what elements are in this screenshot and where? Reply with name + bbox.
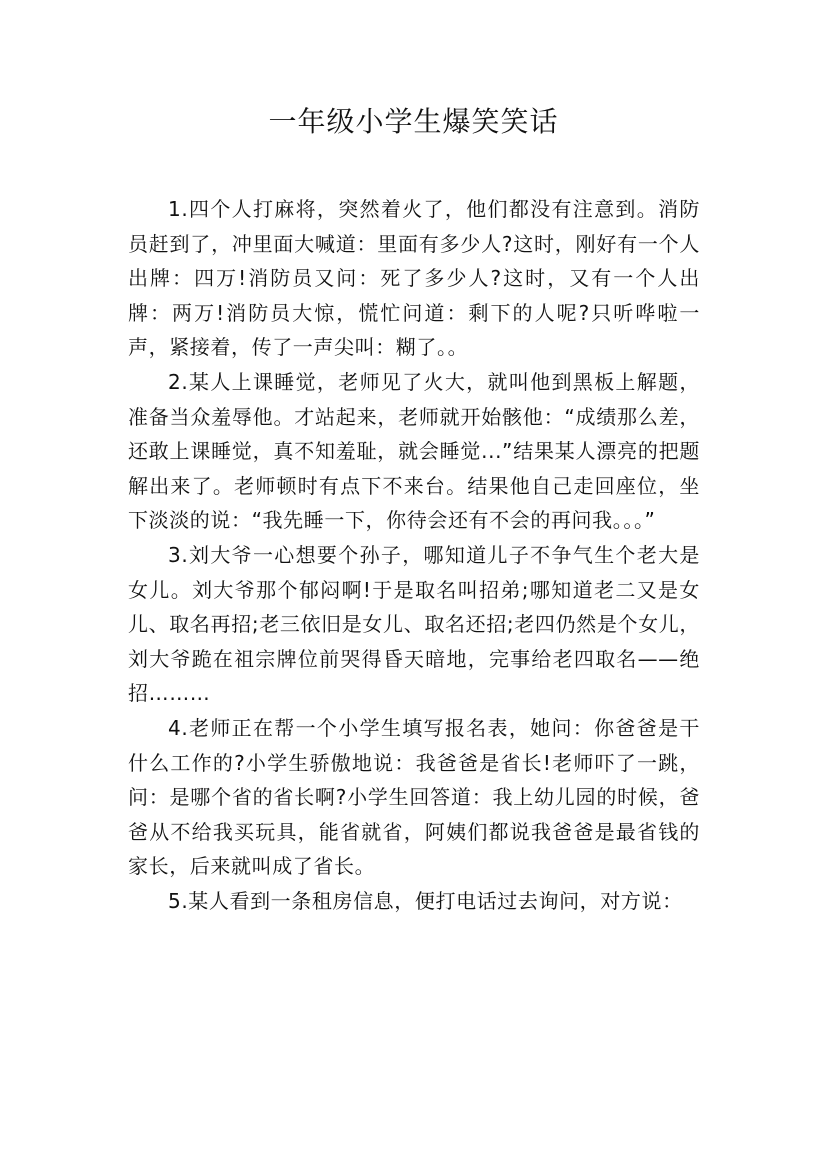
document-body — [128, 192, 700, 918]
joke-paragraph-5: 5.某人看到一条租房信息，便打电话过去询问，对方说： — [168, 888, 683, 913]
document-title: 一年级小学生爆笑笑话 — [268, 105, 559, 138]
joke-paragraph-3: 3.刘大爷一心想要个孙子，哪知道儿子不争气生个老大是女儿。刘大爷那个郁闷啊!于是取名叫招弟;哪知道老二又是女儿、取名再招;老三依旧是女儿、取名还招;老四仍然是个女儿，刘大爷跪在祖宗牌位前哭得昏天暗地，完事给老四取名——绝招……… — [128, 542, 700, 706]
joke-paragraph-4: 4.老师正在帮一个小学生填写报名表，她问：你爸爸是干什么工作的?小学生骄傲地说：我爸爸是省长!老师吓了一跳，问：是哪个省的省长啊?小学生回答道：我上幼儿园的时候，爸爸从不给我买玩具，能省就省，阿姨们都说我爸爸是最省钱的家长，后来就叫成了省长。 — [128, 715, 700, 879]
joke-paragraph-1: 1.四个人打麻将，突然着火了，他们都没有注意到。消防员赶到了，冲里面大喊道：里面有多少人?这时，刚好有一个人出牌：四万!消防员又问：死了多少人?这时，又有一个人出牌：两万!消防员大惊，慌忙问道：剩下的人呢?只听哗啦一声，紧接着，传了一声尖叫：糊了。。 — [128, 197, 700, 360]
joke-paragraph-2: 2.某人上课睡觉，老师见了火大，就叫他到黑板上解题，准备当众羞辱他。才站起来，老师就开始骸他：“成绩那么差，还敢上课睡觉，真不知羞耻，就会睡觉...”结果某人漂亮的把题解出来了。老师顿时有点下不来台。结果他自己走回座位，坐下淡淡的说：“我先睡一下，你待会还有不会的再问我。。。” — [128, 369, 700, 533]
